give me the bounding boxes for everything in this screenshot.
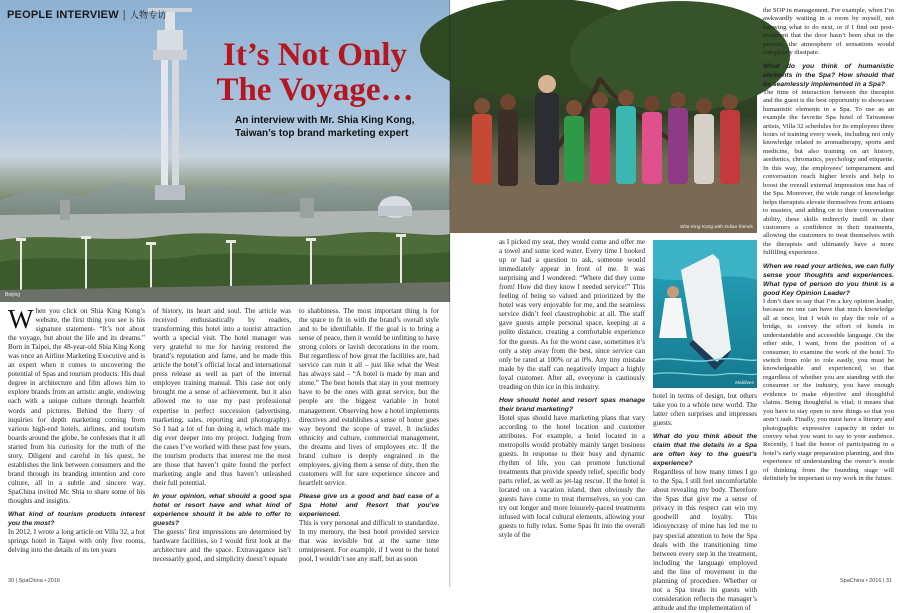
dropcap: W <box>8 304 34 334</box>
article-column-5 <box>653 392 757 613</box>
col2-paragraph-1: of history, its heart and soul. The article was received enthusiastically by readers, transforming this hotel into a tourist attraction worth a special visit. The hotel manager was very grateful to me for having restored the brand’s reputation and fame, and he made this article the hotel’s official local and international press release as well as part of the internal employee training manual. This case not only brought me a sense of achievement, but it also allowed me to use my past professional expertise in perfect succession (advertising, marketing, sales, reporting and photography). So I had a lot of fun doing it, which made me dig ever deeper into my project. Judging from the cases I’ve worked with these past few years, the tourism products that interest me the most are those that haven’t quite found the perfect marketing angle and thus haven’t unleashed their full potential. <box>153 307 291 487</box>
spread-gutter <box>449 0 451 587</box>
col6-question-1: What do you think of humanistic elements in the Spa? How should that be seamlessly implemented in a Spa? <box>763 62 894 88</box>
headline-line-1: It’s Not Only <box>223 37 407 73</box>
col4-paragraph-1: as I picked my seat, they would come and offer me a towel and some iced water. Every time I hooked up or had a question to ask, someone would immediately appear in front of me. It was surprising and I wondered: “Where did they come from! How did they know I needed service!” This feeling of being so valued and prioritized by the hotel was very enjoyable for me, and the seamless service didn’t feel claustrophobic at all. The staff gave guests ample personal space, keeping at a polite distance, creating a comfortable experience for the guests. As for the worst case, sometimes it’s only a step away from the best, since service can only be rated at 100% or at 0%. Any tiny mistake made by the staff can negatively impact a highly loyal customer. After all, everyone is cautiously treading on thin ice in this industry. <box>499 238 645 391</box>
col1-paragraph-1: hen you click on Shia King Kong’s website, the first thing you see is his signature statement- “It’s not about the voyage, but about the life and its dreams.” Born in Taipei, the 48-year-old Shia King Kong was once an Airline Marketing Executive and is an expert when it comes to uncovering the potential of Spas and tourism products. His dual degree in architecture and film allows him to explore brands from an artistic angle, endowing each with a unique culture through heartfelt words and pictures. Behind the flurry of inquiries for depth marketing coming from various high-end hotels, airlines, and tourism boards around the globe, he confesses that it all started from his curiosity for the truth of the story. Diligent and careful in his quest, he establishes the link between consumers and the brand through its branding intention and core culture, all in a subtle and sincere way. SpaChina invited Mr. Shia to share some of his thoughts and insights. <box>8 307 145 505</box>
subhead: An interview with Mr. Shia King Kong, Taiwan’s top brand marketing expert <box>235 115 415 139</box>
col1-paragraph-2: In 2012, I wrote a long article on Villa 32, a hot springs hotel in Taipei with only five rooms, delving into the details of its ten years <box>8 528 145 555</box>
folio-left: 30 | SpaChina • 2016 <box>8 578 60 584</box>
article-column-2 <box>153 307 291 564</box>
group-photo-caption: Shia King Kong with Indian friends <box>679 225 753 230</box>
sea-photo <box>653 240 757 388</box>
col2-question-1: In your opinion, what should a good spa hotel or resort have and what kind of experience should it be able to offer to guests? <box>153 492 291 527</box>
headline-line-2: The Voyage… <box>216 72 414 108</box>
hero-photo-caption: Beijing <box>5 292 21 298</box>
col6-paragraph-1: the SOP in management. For example, when I’m awkwardly waiting in a room by myself, not knowing what to do next, or if I find out post-treatment that the door hasn’t been shut in the process, the atmosphere of sensations would completely dissipate. <box>763 7 894 57</box>
section-label-cn: 人物专访 <box>129 10 167 20</box>
group-photo <box>450 38 757 233</box>
article-column-6 <box>763 7 894 484</box>
col4-paragraph-2: Hotel spas should have marketing plans that vary according to the hotel location and customer attributes. For example, a hotel located in a metropolis would probably mainly target business guests. In response to their busy and dynamic rhythm of life, you can promote functional treatments that provide speedy relief, specific body parts relief, as well as jet-lag rescue. If the hotel is located on a vacation island, then obviously the guests have come to treat themselves, so you can try out longer and more leisurely-paced treatments infused with local cultural elements, allowing your guests to fully relax. Some Spas fit into the overall style of the <box>499 413 645 540</box>
col1-question-1: What kind of tourism products interest you the most? <box>8 511 145 528</box>
article-column-1 <box>8 304 145 555</box>
section-label <box>7 8 167 21</box>
col6-paragraph-3: I don’t dare to say that I’m a key opinion leader, because no one can have that much knowledge all at once, but I wish to play the role of a bridge, to convey the effort of hotels in understandable and accessible language. On the other side, I want, from the position of a consumer, to examine the work of the hotel. To switch from role to role easily, you must be knowledgeable and experienced, so that regardless of whether you are standing with the consumer or the industry, you have enough evidence to make objective and thoughtful claims. Being thoughtful is vital; it means that you have to stay open to new things so that you aren’t rash. Finally, you must have a literary and photographic expressive capacity in order to convey what you want to say to your audience. Recently, I had the honor of participating in a hotel’s early stage preparation planning, and this experience of understanding the owner’s mode of thinking from the founding stage will definitely be important to my work in the future. <box>763 297 894 483</box>
right-page <box>450 0 900 612</box>
article-column-4 <box>499 238 645 540</box>
col3-paragraph-1: to shabbiness. The most important thing is for the space to fit in with the brand’s overall style and to be identifiable. If the goal is to bring a sense of peace, then it would be unfitting to have strong colors or lavish decorations in the room. But regardless of how great the facilities are, bad service can ruin it all – just like what the West has always said – “A hotel is made by man and stone.” The best hotels that stay in your memory have to be the ones with great service, but the people are the biggest variable in hotel management. Observing how a hotel implements directives and establishes a sense of honor goes way beyond the scope of travel. It includes ethnicity and culture, commercial management, the dreams and lives of employees etc. If the brand culture is deeply engrained in the employees, giving them a sense of duty, then the customers will for sure experience sincere and heartfelt service. <box>299 307 439 487</box>
headline <box>200 38 430 108</box>
col5-question-1: What do you think about the claim that the details in a Spa are often key to the guest’s experience? <box>653 433 757 468</box>
sea-photo-illustration <box>653 240 757 388</box>
folio-right: SpaChina • 2016 | 31 <box>840 578 892 584</box>
col4-question-1: How should hotel and resort spas manage their brand marketing? <box>499 396 645 413</box>
sea-photo-caption: Maldives <box>735 381 754 386</box>
col3-question-1: Please give us a good and bad case of a Spa Hotel and Resort that you’ve experienced. <box>299 492 439 518</box>
group-photo-illustration <box>450 38 757 233</box>
col3-paragraph-2: This is very personal and difficult to standardize. In my memory, the best hotel provided service that was invisible but at the same time omnipresent. For example, if I went to the hotel pool, I wouldn’t see any staff, but as soon <box>299 518 439 564</box>
col6-question-2: When we read your articles, we can fully sense your thoughts and experiences. What type of person do you think is a good Key Opinion Leader? <box>763 262 894 297</box>
section-label-separator: | <box>122 9 126 21</box>
left-page <box>0 0 450 587</box>
article-column-3 <box>299 307 439 564</box>
hero-photo-tv-tower <box>0 0 450 302</box>
col5-paragraph-1: hotel in terms of design, but others take you to a whole new world. The latter often surprises and impresses guests. <box>653 392 757 428</box>
col6-paragraph-2: The time of interaction between the therapist and the guest is the best opportunity to showcase humanistic elements in a Spa. To use as an example the favorite Spa hotel of Taiwanese artists, Villa 32 schedules for its employees three hours of training every week, including not only knowledge related to aromatherapy, sports and medicine, but also training on art history, aesthetics, chromatics, psychology and etiquette. In this way, the employees’ temperament and conversation reach higher levels and help to boost the overall external impression one has of the Spa. Moreover, the wide range of knowledge helps therapists elevate themselves from artisans to masters, and adding on to their conversation ability, these skills indirectly instill in their customers a confidence in their treatments, allowing the customers to treat themselves with the therapists and ultimately have a more fulfilling experience. <box>763 88 894 257</box>
section-label-text: PEOPLE INTERVIEW <box>7 9 119 21</box>
col2-paragraph-2: The guests’ first impressions are determined by hardware facilities, so I would first look at the architecture and the space. Extravagance isn’t necessarily good, and simplicity doesn’t equate <box>153 527 291 564</box>
col5-paragraph-2: Regardless of how many times I go to the Spa, I still feel uncomfortable about revealing my body. Therefore the Spas that give me a sense of privacy in this respect can win my goodwill and loyalty. This idiosyncrasy of mine has led me to pay special attention to how the Spa deals with the transitioning time between every step in the treatment, including the language employed and the line of movement in the planning of procedure. Whether or not a Spa treats its guests with consideration reflects the manager’s attitude and the implementation of <box>653 468 757 612</box>
